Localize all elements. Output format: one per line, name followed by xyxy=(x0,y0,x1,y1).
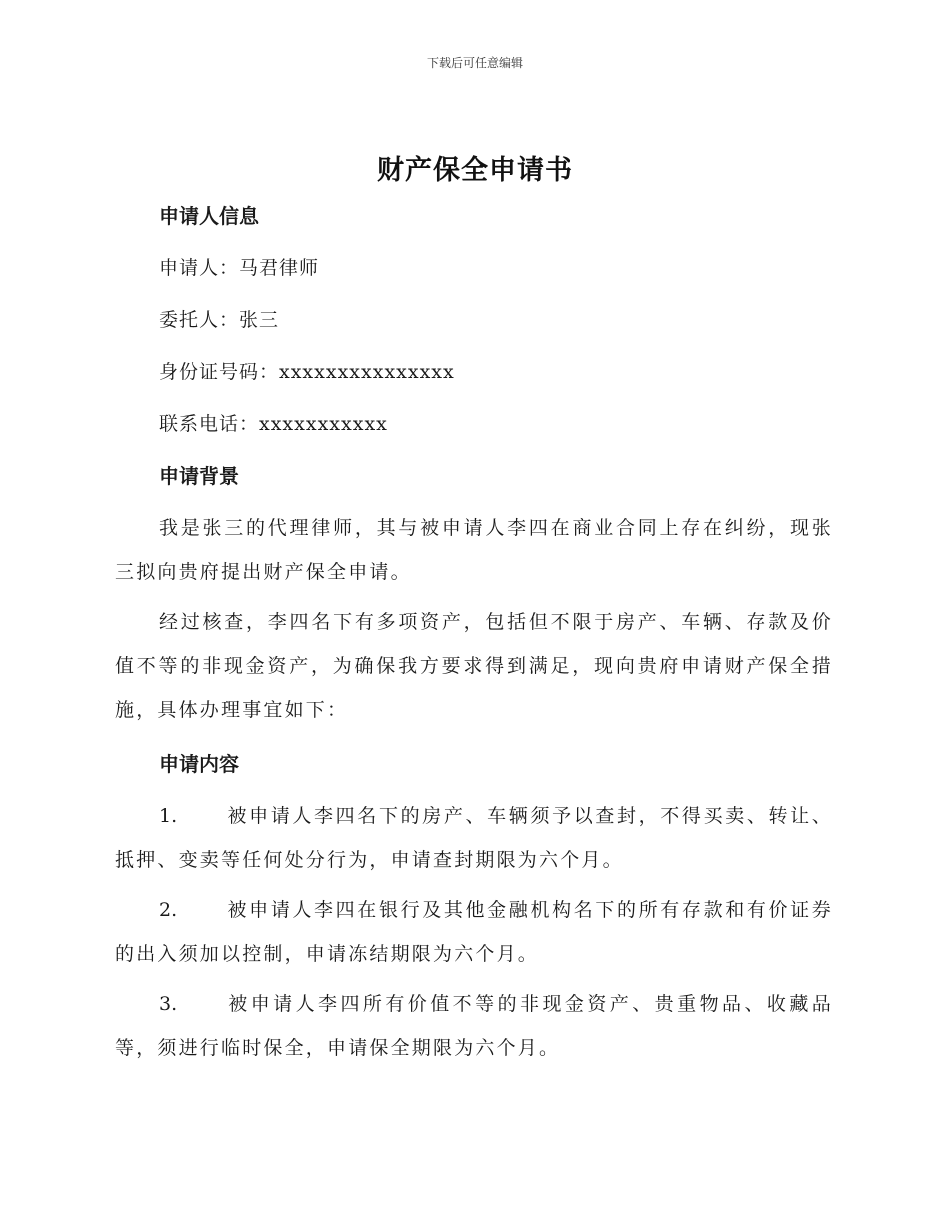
section-heading-background: 申请背景 xyxy=(159,464,239,488)
section-heading-applicant-info: 申请人信息 xyxy=(159,204,259,228)
id-number-line: 身份证号码：xxxxxxxxxxxxxxx xyxy=(159,361,455,383)
background-paragraph-1: 我是张三的代理律师，其与被申请人李四在商业合同上存在纠纷，现张三拟向贵府提出财产保全申请。 xyxy=(115,517,833,583)
background-paragraph-2: 经过核查，李四名下有多项资产，包括但不限于房产、车辆、存款及价值不等的非现金资产，为确保我方要求得到满足，现向贵府申请财产保全措施，具体办理事宜如下： xyxy=(115,611,833,721)
client-line: 委托人：张三 xyxy=(159,309,280,331)
item-text: 被申请人李四在银行及其他金融机构名下的所有存款和有价证券的出入须加以控制，申请冻结期限为六个月。 xyxy=(115,899,833,965)
item-number: 1. xyxy=(159,805,178,827)
document-title: 财产保全申请书 xyxy=(377,155,573,186)
header-note: 下载后可任意编辑 xyxy=(426,56,523,70)
applicant-line: 申请人：马君律师 xyxy=(159,257,320,279)
phone-line: 联系电话：xxxxxxxxxxx xyxy=(159,413,388,435)
request-item-3 xyxy=(115,982,833,1070)
item-number: 2. xyxy=(159,899,178,921)
item-text: 被申请人李四所有价值不等的非现金资产、贵重物品、收藏品等，须进行临时保全，申请保全期限为六个月。 xyxy=(115,993,833,1059)
document-body xyxy=(115,190,833,1076)
request-item-1 xyxy=(115,794,833,882)
section-heading-content: 申请内容 xyxy=(159,752,239,776)
item-text: 被申请人李四名下的房产、车辆须予以查封，不得买卖、转让、抵押、变卖等任何处分行为，申请查封期限为六个月。 xyxy=(115,805,833,871)
request-item-2 xyxy=(115,888,833,976)
item-number: 3. xyxy=(159,993,178,1015)
